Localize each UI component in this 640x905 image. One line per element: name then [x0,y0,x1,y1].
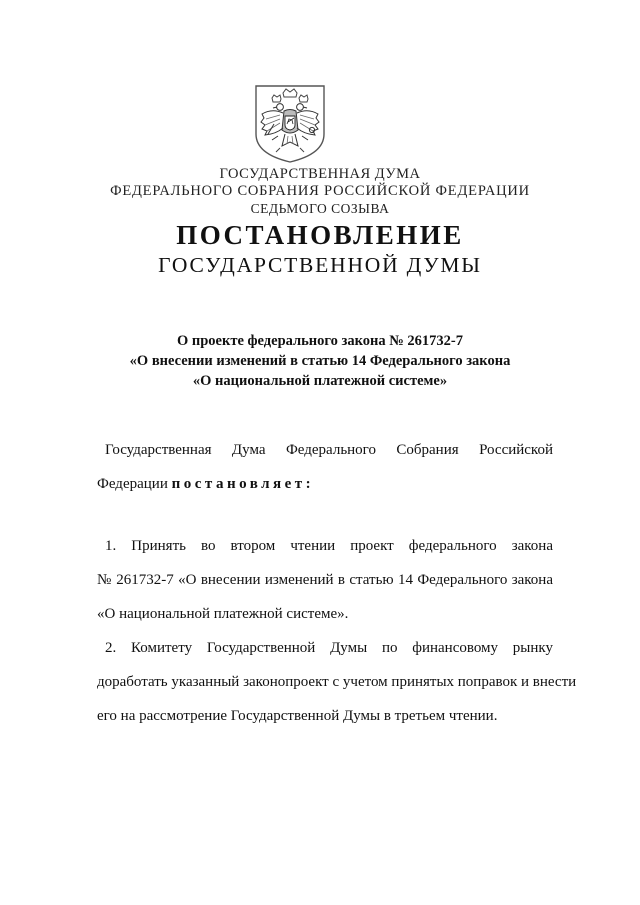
document-issuer-heading: ГОСУДАРСТВЕННОЙ ДУМЫ [158,253,482,277]
paragraph-line: доработать указанный законопроект с учетом принятых поправок и внести [97,674,577,690]
title-line: О проекте федерального закона № 261732-7 [176,333,464,349]
paragraph-line: № 261732-7 «О внесении изменений в статью 14 Федерального закона [97,572,553,588]
title-line: «О внесении изменений в статью 14 Федерального закона [129,353,511,369]
document-title [0,331,640,391]
paragraph-line: его на рассмотрение Государственной Думы в третьем чтении. [97,708,498,724]
header-line-federal-assembly: ФЕДЕРАЛЬНОГО СОБРАНИЯ РОССИЙСКОЙ ФЕДЕРАЦИИ [110,183,530,199]
paragraph-line: 2. Комитету Государственной Думы по финансовому рынку [105,640,553,656]
paragraph-line: Государственная Дума Федерального Собрания Российской [105,442,553,458]
russian-coat-of-arms-icon [252,84,328,164]
document-type-heading: ПОСТАНОВЛЕНИЕ [176,220,464,250]
header-line-duma: ГОСУДАРСТВЕННАЯ ДУМА [219,166,421,182]
header-line-convocation: СЕДЬМОГО СОЗЫВА [250,201,390,216]
preamble-paragraph [97,433,553,501]
resolution-item-2 [97,631,577,733]
paragraph-line [97,467,553,501]
paragraph-line: «О национальной платежной системе». [97,606,349,622]
resolution-item-1 [97,529,553,631]
resolution-verb: постановляет: [171,476,315,492]
preamble-prefix: Федерации [97,476,168,492]
paragraph-line: 1. Принять во втором чтении проект федерального закона [105,538,553,554]
title-line: «О национальной платежной системе» [192,373,448,389]
